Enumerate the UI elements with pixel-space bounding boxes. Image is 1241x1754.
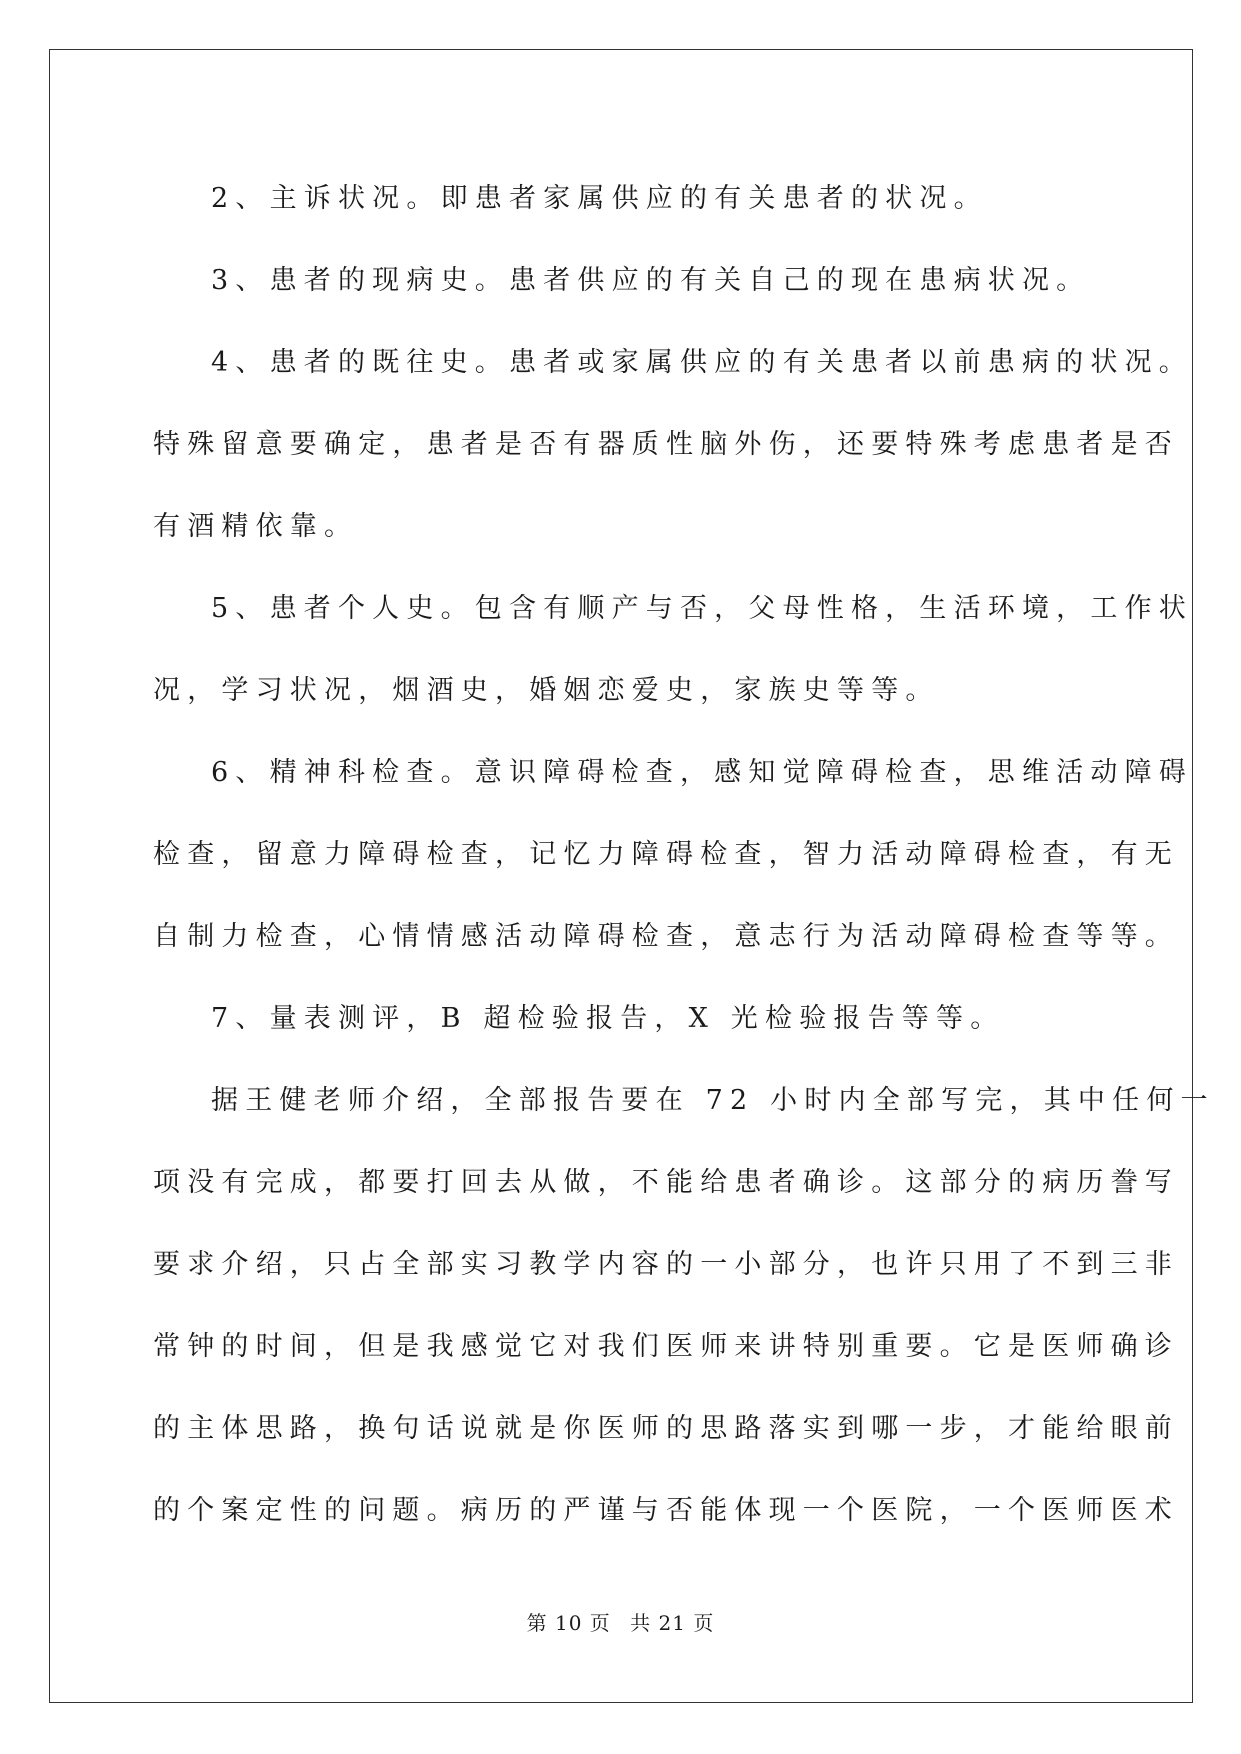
paragraph-personal-history <box>153 568 1193 732</box>
text-line: 3、患者的现病史。患者供应的有关自己的现在患病状况。 <box>211 265 1091 296</box>
paragraph-scale-assessment <box>153 978 1093 1060</box>
text-line: 项没有完成，都要打回去从做，不能给患者确诊。这部分的病历誊写 <box>153 1167 1179 1198</box>
paragraph-past-history <box>153 322 1193 568</box>
text-line: 2、主诉状况。即患者家属供应的有关患者的状况。 <box>211 183 988 214</box>
page-footer <box>0 1607 1241 1636</box>
total-pages: 共 21 页 <box>630 1611 715 1635</box>
text-line: 据王健老师介绍，全部报告要在 72 小时内全部写完，其中任何一 <box>211 1085 1215 1116</box>
paragraph-present-illness <box>153 240 1093 322</box>
text-line: 的个案定性的问题。病历的严谨与否能体现一个医院，一个医师医术 <box>153 1495 1179 1526</box>
paragraph-chief-complaint <box>153 158 1093 240</box>
text-line: 的主体思路，换句话说就是你医师的思路落实到哪一步，才能给眼前 <box>153 1413 1179 1444</box>
text-line: 有酒精依靠。 <box>153 511 359 542</box>
text-line: 6、精神科检查。意识障碍检查，感知觉障碍检查，思维活动障碍 <box>211 757 1193 788</box>
text-line: 4、患者的既往史。患者或家属供应的有关患者以前患病的状况。 <box>211 347 1193 378</box>
document-body <box>153 158 1215 1552</box>
text-line: 常钟的时间，但是我感觉它对我们医师来讲特别重要。它是医师确诊 <box>153 1331 1179 1362</box>
text-line: 况，学习状况，烟酒史，婚姻恋爱史，家族史等等。 <box>153 675 940 706</box>
text-line: 自制力检查，心情情感活动障碍检查，意志行为活动障碍检查等等。 <box>153 921 1179 952</box>
text-line: 特殊留意要确定，患者是否有器质性脑外伤，还要特殊考虑患者是否 <box>153 429 1179 460</box>
text-line: 7、量表测评，B 超检验报告，X 光检验报告等等。 <box>211 1003 1005 1034</box>
text-line: 5、患者个人史。包含有顺产与否，父母性格，生活环境，工作状 <box>211 593 1193 624</box>
paragraph-teacher-introduction <box>153 1060 1215 1552</box>
text-line: 检查，留意力障碍检查，记忆力障碍检查，智力活动障碍检查，有无 <box>153 839 1179 870</box>
page-number: 第 10 页 <box>526 1611 611 1635</box>
paragraph-psychiatric-exam <box>153 732 1193 978</box>
text-line: 要求介绍，只占全部实习教学内容的一小部分，也许只用了不到三非 <box>153 1249 1179 1280</box>
